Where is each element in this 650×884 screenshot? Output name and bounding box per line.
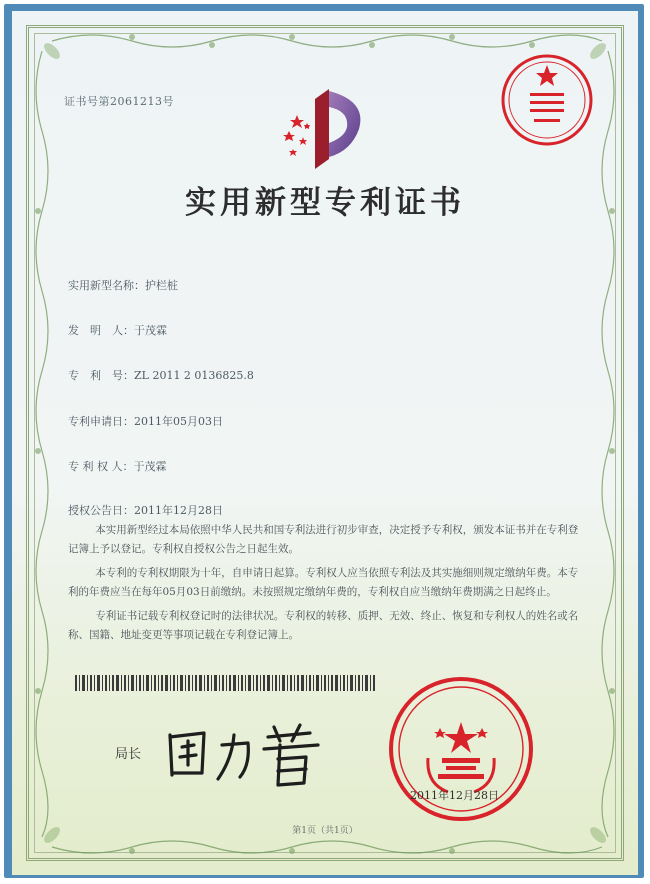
field-label: 授权公告日：: [68, 504, 134, 517]
field-label: 专 利 号：: [68, 369, 134, 382]
director-label: 局长: [115, 747, 142, 762]
director-signature: [160, 715, 330, 791]
field-value: ZL 2011 2 0136825.8: [134, 369, 254, 382]
seal-date: 2011年12月28日: [410, 789, 499, 802]
field-inventor: [68, 322, 167, 338]
certificate-number: 证书号第2061213号: [64, 95, 174, 108]
top-right-red-seal: [500, 53, 594, 147]
field-patent-number: [68, 367, 254, 383]
field-value: 于茂霖: [134, 324, 167, 337]
field-filing-date: [68, 413, 223, 429]
field-label: 发 明 人：: [68, 324, 134, 337]
field-grant-date: [68, 502, 223, 518]
field-value: 于茂霖: [133, 460, 167, 473]
field-value: 护栏桩: [145, 279, 178, 292]
page-number: 第1页（共1页）: [292, 826, 358, 836]
certificate-title: 实用新型专利证书: [185, 185, 465, 221]
field-label: 专利申请日：: [68, 415, 134, 428]
field-patentee: [68, 458, 167, 474]
field-label: 专 利 权 人：: [68, 460, 134, 473]
field-label: 实用新型名称：: [68, 279, 145, 292]
body-paragraph: 本实用新型经过本局依照中华人民共和国专利法进行初步审查，决定授予专利权，颁发本证书并在专利登记簿上予以登记。专利权自授权公告之日起生效。: [68, 524, 579, 556]
field-value: 2011年05月03日: [134, 415, 223, 428]
patent-office-emblem: [267, 79, 377, 179]
body-paragraph: 本专利的专利权期限为十年，自申请日起算。专利权人应当依照专利法及其实施细则规定缴纳年费。本专利的年费应当在每年05月03日前缴纳。未按照规定缴纳年费的，专利权自应当缴纳年费期满之日起终止。: [68, 566, 579, 599]
certificate-body: [68, 521, 588, 649]
body-paragraph: 专利证书记载专利权登记时的法律状况。专利权的转移、质押、无效、终止、恢复和专利权人的姓名或名称、国籍、地址变更等事项记载在专利登记簿上。: [68, 609, 579, 642]
field-utility-model-name: [68, 277, 178, 293]
barcode: [75, 675, 375, 691]
certificate-sheet: [12, 11, 638, 875]
field-value: 2011年12月28日: [134, 504, 223, 517]
